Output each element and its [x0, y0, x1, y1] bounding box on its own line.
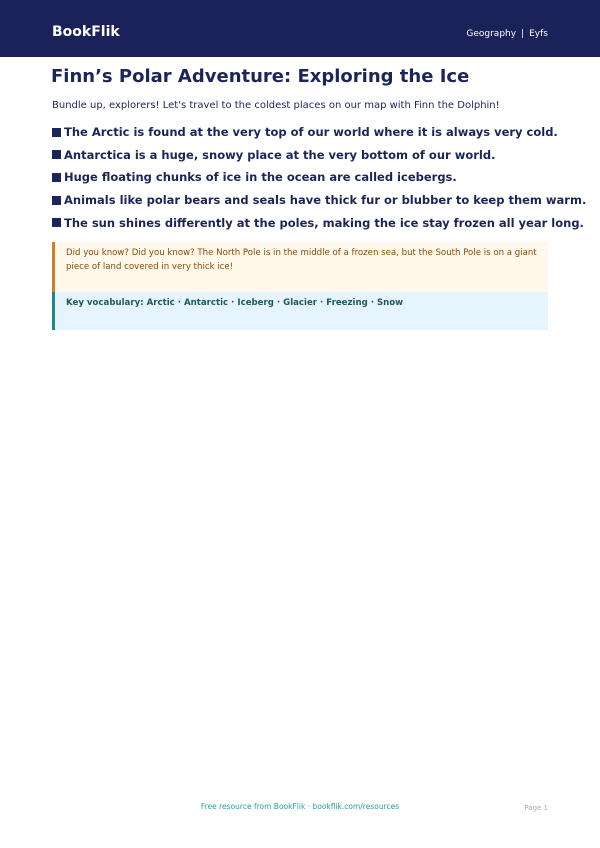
- breadcrumb-level[interactable]: Eyfs: [529, 29, 548, 39]
- top-header-bar: [0, 0, 600, 57]
- brand-logo-link[interactable]: BookFlik: [52, 24, 120, 40]
- key-point-text: Animals like polar bears and seals have thick fur or blubber to keep them warm.: [64, 193, 587, 208]
- key-point-text: The sun shines differently at the poles, making the ice stay frozen all year long.: [64, 215, 584, 230]
- breadcrumb: [466, 28, 548, 40]
- square-bullet-icon: [52, 173, 61, 182]
- square-bullet-icon: [52, 218, 61, 227]
- square-bullet-icon: [52, 196, 61, 205]
- key-point-text: Huge floating chunks of ice in the ocean are called icebergs.: [64, 170, 457, 185]
- key-point-item: [52, 166, 586, 189]
- breadcrumb-separator: |: [521, 29, 525, 39]
- key-point-item: [52, 211, 586, 234]
- key-point-item: [52, 189, 586, 212]
- did-you-know-text: Did you know? Did you know? The North Pole is in the middle of a frozen sea, but the South Pole is on a giant piece of land covered in very thick ice!: [66, 248, 537, 272]
- page-title: Finn’s Polar Adventure: Exploring the Ice: [51, 66, 470, 87]
- page-number: Page 1: [524, 804, 548, 812]
- square-bullet-icon: [52, 128, 61, 137]
- key-point-item: [52, 144, 586, 167]
- key-point-text: The Arctic is found at the very top of our world where it is always very cold.: [64, 125, 558, 140]
- square-bullet-icon: [52, 150, 61, 159]
- key-vocabulary-box: [52, 292, 548, 330]
- key-vocabulary-text: Key vocabulary: Arctic · Antarctic · Iceberg · Glacier · Freezing · Snow: [66, 298, 404, 308]
- breadcrumb-subject[interactable]: Geography: [466, 29, 517, 39]
- footer-credit-link[interactable]: Free resource from BookFlik · bookflik.com/resources: [200, 802, 400, 811]
- intro-text: Bundle up, explorers! Let's travel to the coldest places on our map with Finn the Dolphin!: [52, 100, 500, 111]
- did-you-know-box: [52, 242, 548, 292]
- key-points-list: [52, 121, 586, 234]
- key-point-text: Antarctica is a huge, snowy place at the very bottom of our world.: [64, 147, 496, 162]
- key-point-item: [52, 121, 586, 144]
